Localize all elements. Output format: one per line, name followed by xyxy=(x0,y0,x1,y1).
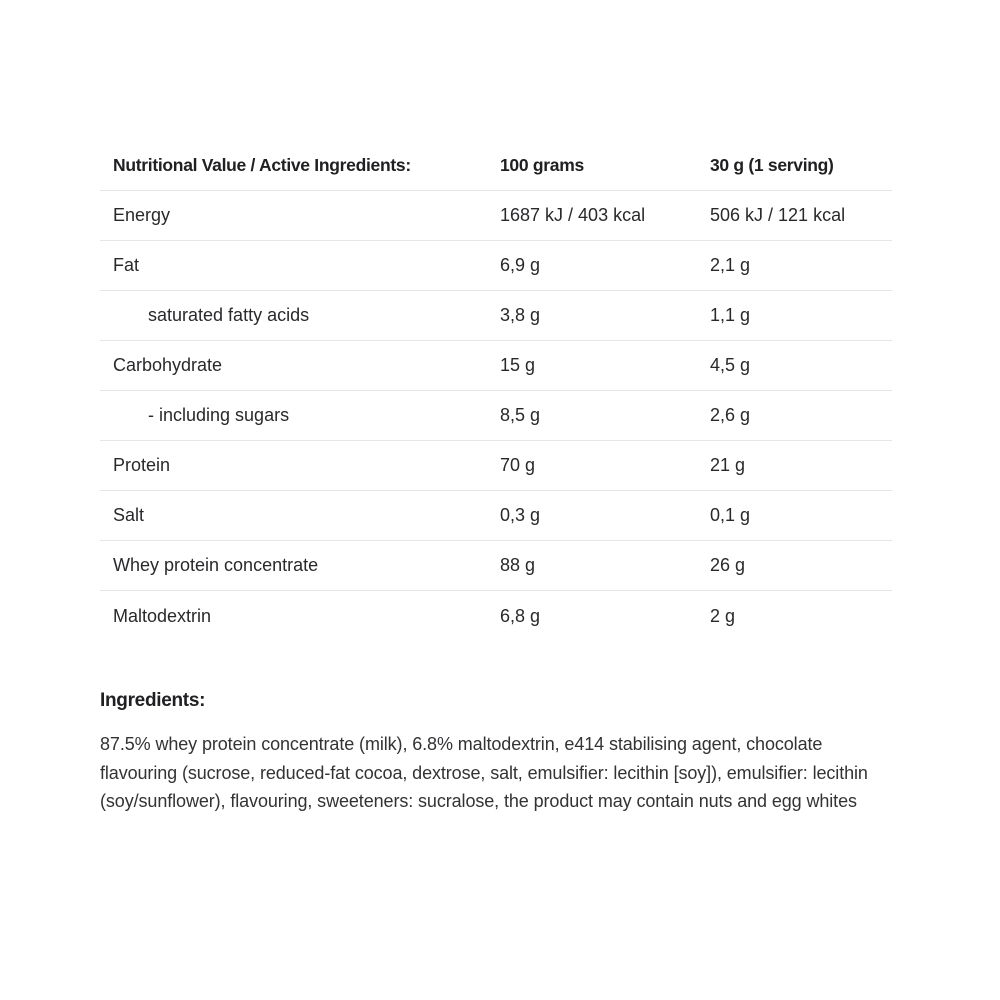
value-per-serving: 2,1 g xyxy=(710,255,751,275)
value-per-100g: 3,8 g xyxy=(500,305,541,325)
column-header-per-serving: 30 g (1 serving) xyxy=(710,155,834,175)
column-header-per-100g: 100 grams xyxy=(500,155,584,175)
ingredients-heading: Ingredients: xyxy=(100,690,206,711)
value-per-100g: 6,8 g xyxy=(500,605,541,626)
table-row-including-sugars xyxy=(100,391,892,441)
value-per-100g: 88 g xyxy=(500,555,536,575)
value-per-serving: 4,5 g xyxy=(710,355,751,375)
ingredients-section xyxy=(100,688,898,816)
table-row-saturated-fatty-acids xyxy=(100,291,892,341)
row-label: Protein xyxy=(113,455,171,475)
table-row-whey-protein-concentrate xyxy=(100,541,892,591)
row-label: - including sugars xyxy=(148,405,290,425)
row-label: Fat xyxy=(113,255,140,275)
value-per-100g: 15 g xyxy=(500,355,536,375)
row-label: Carbohydrate xyxy=(113,355,223,375)
value-per-100g: 70 g xyxy=(500,455,536,475)
value-per-serving: 1,1 g xyxy=(710,305,751,325)
row-label: Whey protein concentrate xyxy=(113,555,319,575)
row-label: saturated fatty acids xyxy=(148,305,310,325)
value-per-serving: 506 kJ / 121 kcal xyxy=(710,205,846,225)
value-per-serving: 2 g xyxy=(710,605,736,626)
value-per-serving: 26 g xyxy=(710,555,746,575)
row-label: Energy xyxy=(113,205,171,225)
table-row-fat xyxy=(100,241,892,291)
value-per-serving: 2,6 g xyxy=(710,405,751,425)
column-header-nutrient: Nutritional Value / Active Ingredients: xyxy=(113,155,411,175)
value-per-100g: 1687 kJ / 403 kcal xyxy=(500,205,646,225)
table-row-salt xyxy=(100,491,892,541)
table-row-carbohydrate xyxy=(100,341,892,391)
row-label: Maltodextrin xyxy=(113,605,212,626)
value-per-serving: 0,1 g xyxy=(710,505,751,525)
value-per-100g: 0,3 g xyxy=(500,505,541,525)
ingredients-text: 87.5% whey protein concentrate (milk), 6.8% maltodextrin, e414 stabilising agent, chocolate flavouring (sucrose, reduced-fat cocoa, dextrose, salt, emulsifier: lecithin [soy]), emulsifier: lecithin (soy/sunflower), flavouring, sweeteners: sucralose, the product may contain nuts and egg whites xyxy=(100,734,868,811)
value-per-100g: 6,9 g xyxy=(500,255,541,275)
table-row-protein xyxy=(100,441,892,491)
table-header-row xyxy=(100,141,892,191)
table-row-maltodextrin xyxy=(100,591,892,641)
table-row-energy xyxy=(100,191,892,241)
nutrition-table xyxy=(100,141,892,641)
row-label: Salt xyxy=(113,505,145,525)
value-per-100g: 8,5 g xyxy=(500,405,541,425)
value-per-serving: 21 g xyxy=(710,455,746,475)
